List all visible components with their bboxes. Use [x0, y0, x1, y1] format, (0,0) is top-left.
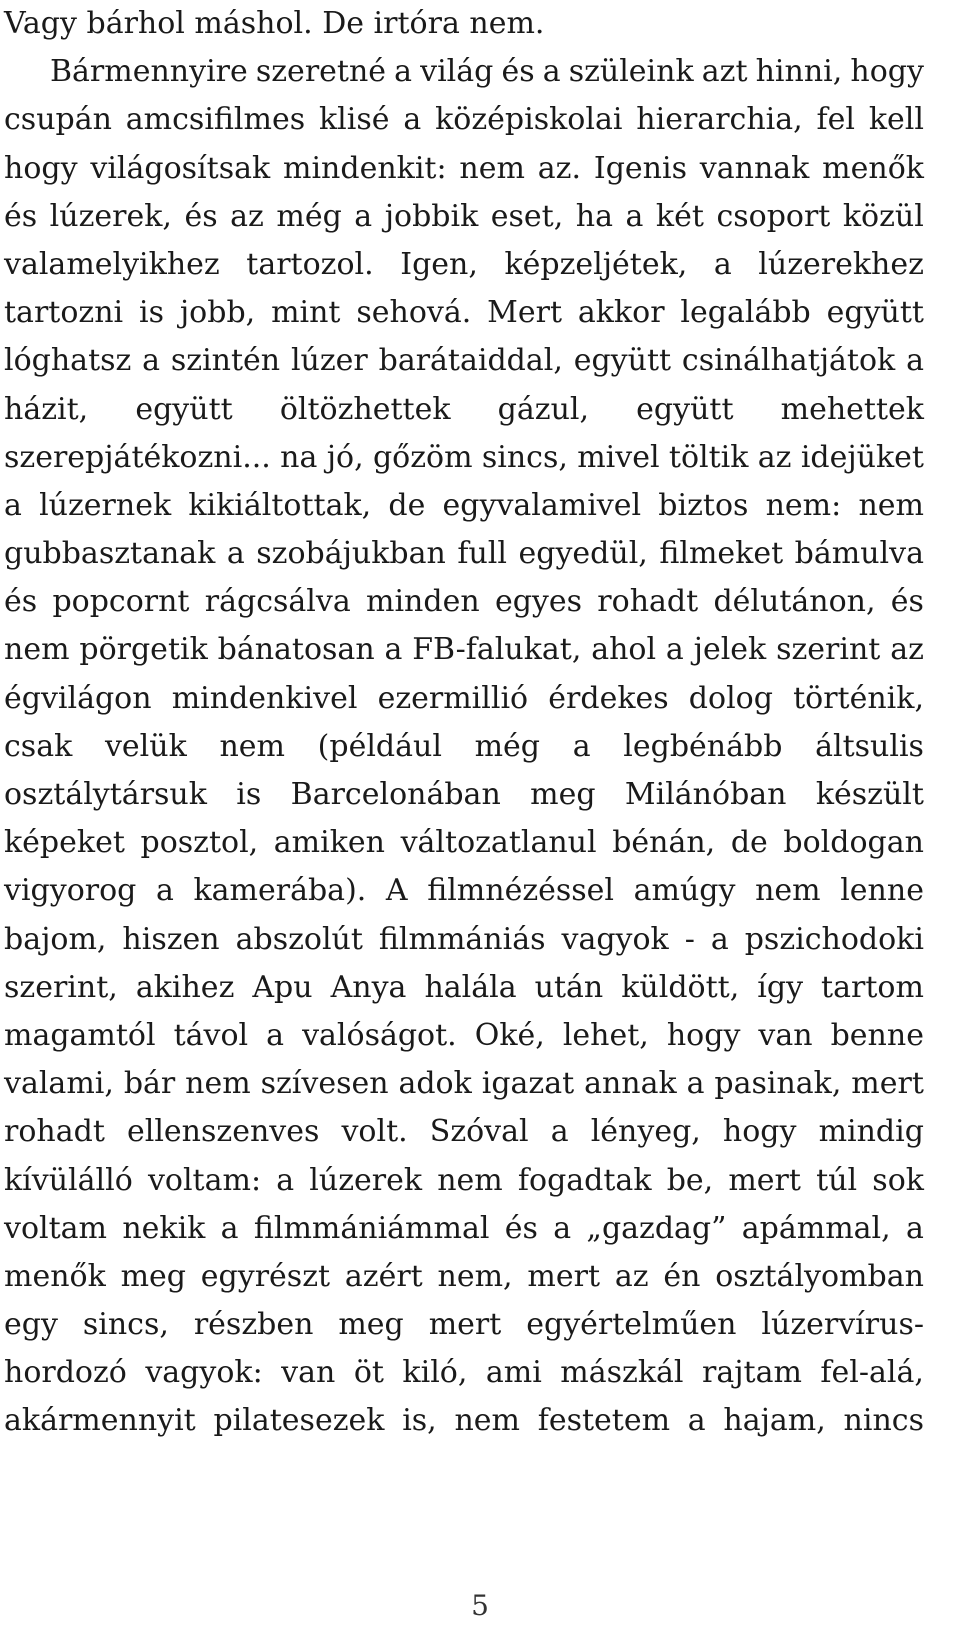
text-line: osztálytársuk is Barcelonában meg Milánóban készült: [4, 777, 924, 812]
text-line: szerint, akihez Apu Anya halála után küldött, így tartom: [4, 969, 924, 1005]
text-line: voltam nekik a filmmániámmal és a „gazdag” apámmal, a: [4, 1210, 924, 1246]
page-number: 5: [471, 1589, 489, 1622]
text-line: akármennyit pilatesezek is, nem festetem a hajam, nincs: [4, 1403, 924, 1439]
text-line: egy sincs, részben meg mert egyértelműen lúzervírus-: [4, 1307, 924, 1343]
text-line: tartozni is jobb, mint sehová. Mert akkor legalább együtt: [4, 295, 924, 331]
text-line: hordozó vagyok: van öt kiló, ami mászkál rajtam fel-alá,: [4, 1355, 924, 1391]
text-line: és popcornt rágcsálva minden egyes rohadt délutánon, és: [4, 584, 924, 620]
text-line: a lúzernek kikiáltottak, de egyvalamivel biztos nem: nem: [4, 487, 924, 523]
text-line: gubbasztanak a szobájukban full egyedül, filmeket bámulva: [4, 536, 924, 572]
text-line: Bármennyire szeretné a világ és a szüleink azt hinni, hogy: [50, 54, 924, 90]
text-line: valamelyikhez tartozol. Igen, képzeljétek, a lúzerekhez: [4, 246, 924, 282]
text-line: képeket posztol, amiken változatlanul bénán, de boldogan: [4, 825, 924, 861]
text-line: és lúzerek, és az még a jobbik eset, ha a két csoport közül: [4, 198, 924, 234]
text-line: lóghatsz a szintén lúzer barátaiddal, együtt csinálhatjátok a: [4, 343, 924, 379]
text-line: valami, bár nem szívesen adok igazat annak a pasinak, mert: [4, 1066, 924, 1102]
text-line: bajom, hiszen abszolút filmmániás vagyok - a pszichodoki: [4, 921, 924, 957]
text-line: csak velük nem (például még a legbénább áltsulis: [4, 728, 924, 764]
text-line: vigyorog a kamerába). A filmnézéssel amúgy nem lenne: [4, 873, 924, 909]
text-line: Vagy bárhol máshol. De irtóra nem.: [4, 6, 545, 41]
text-line: csupán amcsifilmes klisé a középiskolai hierarchia, fel kell: [4, 102, 924, 138]
text-line: házit, együtt öltözhettek gázul, együtt mehettek: [4, 391, 924, 427]
text-body: [4, 0, 924, 1446]
text-line: nem pörgetik bánatosan a FB-falukat, ahol a jelek szerint az: [4, 632, 924, 668]
text-line: égvilágon mindenkivel ezermillió érdekes dolog történik,: [4, 680, 924, 716]
text-line: rohadt ellenszenves volt. Szóval a lényeg, hogy mindig: [4, 1114, 924, 1150]
text-line: kívülálló voltam: a lúzerek nem fogadtak be, mert túl sok: [4, 1162, 924, 1198]
text-line: hogy világosítsak mindenkit: nem az. Igenis vannak menők: [4, 150, 924, 186]
text-line: szerepjátékozni... na jó, gőzöm sincs, mivel töltik az idejüket: [4, 439, 924, 475]
text-line: menők meg egyrészt azért nem, mert az én osztályomban: [4, 1258, 924, 1294]
text-line: magamtól távol a valóságot. Oké, lehet, hogy van benne: [4, 1017, 924, 1053]
